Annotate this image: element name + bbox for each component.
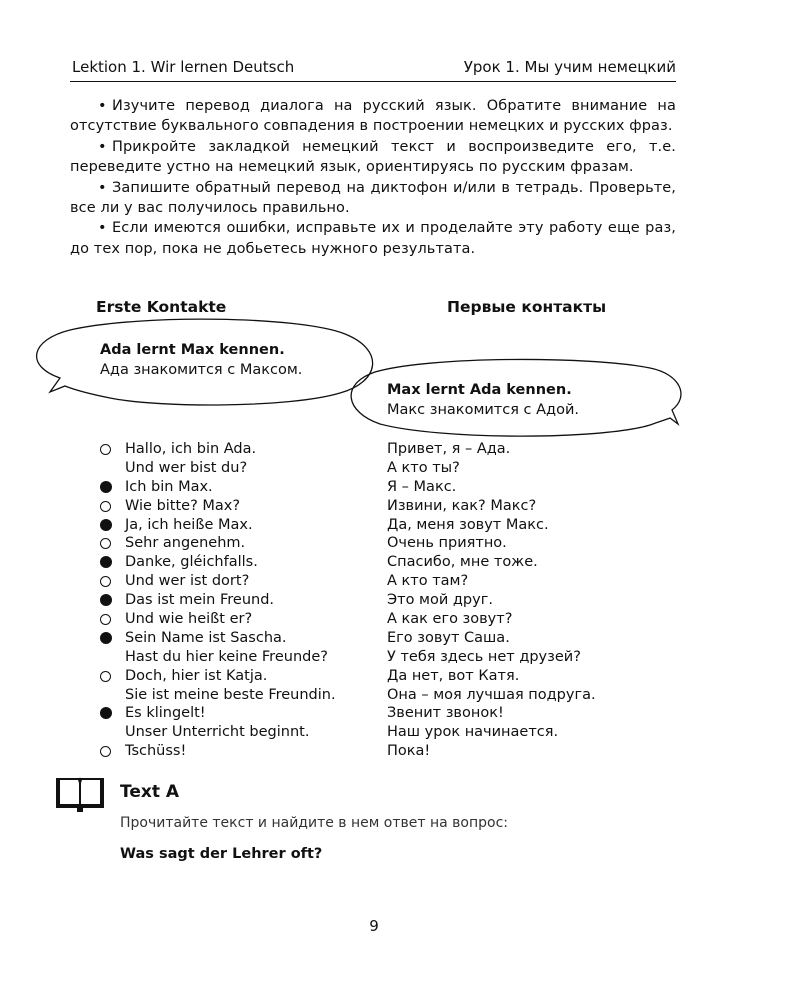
bubble-ada-german: Ada lernt Max kennen. xyxy=(100,342,285,358)
german-line: Und wie heißt er? xyxy=(125,611,253,628)
german-line: Sein Name ist Sascha. xyxy=(125,629,287,646)
german-line: Sehr angenehm. xyxy=(125,535,246,552)
german-line: Unser Unterricht beginnt. xyxy=(125,724,310,741)
german-line: Danke, gléichfalls. xyxy=(125,554,258,571)
german-line: Und wer ist dort? xyxy=(125,573,250,590)
speaker-max-marker xyxy=(100,594,112,606)
german-line: Doch, hier ist Katja. xyxy=(125,667,268,684)
dialogue-table xyxy=(100,440,700,761)
instruction-item xyxy=(70,137,676,178)
russian-line: Я – Макс. xyxy=(387,478,457,495)
section-instruction: Прочитайте текст и найдите в нем ответ на вопрос: xyxy=(120,815,508,831)
bubble-max-russian: Макс знакомится с Адой. xyxy=(387,402,579,418)
dialogue-line xyxy=(100,629,700,648)
german-line: Hast du hier keine Freunde? xyxy=(125,648,328,665)
dialogue-title-russian: Первые контакты xyxy=(447,298,607,316)
dialogue-line xyxy=(100,686,700,705)
dialogue-line xyxy=(100,572,700,591)
russian-line: А как его зовут? xyxy=(387,611,513,628)
speaker-ada-marker xyxy=(100,671,111,682)
open-book-icon xyxy=(52,772,108,814)
dialogue-line xyxy=(100,648,700,667)
bullet: • xyxy=(98,98,107,114)
speaker-ada-marker xyxy=(100,614,111,625)
russian-line: Пока! xyxy=(387,743,431,760)
header-divider xyxy=(70,81,676,82)
german-line: Das ist mein Freund. xyxy=(125,592,275,609)
instruction-item xyxy=(70,178,676,219)
dialogue-line xyxy=(100,497,700,516)
section-title: Text A xyxy=(120,782,180,802)
german-line: Sie ist meine beste Freundin. xyxy=(125,686,336,703)
russian-line: А кто ты? xyxy=(387,459,460,476)
speaker-max-marker xyxy=(100,556,112,568)
dialogue-line xyxy=(100,610,700,629)
russian-line: Привет, я – Ада. xyxy=(387,441,511,457)
running-header-right: Урок 1. Мы учим немецкий xyxy=(463,58,676,76)
bullet: • xyxy=(98,138,107,155)
german-line: Ich bin Max. xyxy=(125,478,213,495)
russian-line: Очень приятно. xyxy=(387,535,507,552)
speaker-max-marker xyxy=(100,632,112,644)
reading-question: Was sagt der Lehrer oft? xyxy=(120,846,323,862)
instruction-text: Прикройте закладкой немецкий текст и воспроизведите его, т.е. переведите устно на немецкий язык, ориентируясь по русским фразам. xyxy=(70,138,676,176)
german-line: Tschüss! xyxy=(125,743,187,760)
russian-line: Да, меня зовут Макс. xyxy=(387,516,549,533)
speaker-ada-marker xyxy=(100,538,111,549)
instruction-text: Если имеются ошибки, исправьте их и проделайте эту работу еще раз, до тех пор, пока не добьетесь нужного результата. xyxy=(70,220,676,257)
russian-line: Его зовут Саша. xyxy=(387,629,510,646)
dialogue-line xyxy=(100,440,700,459)
bubble-ada-russian: Ада знакомится с Максом. xyxy=(100,362,303,378)
dialogue-line xyxy=(100,516,700,535)
russian-line: Извини, как? Макс? xyxy=(387,497,537,514)
bubble-max-text xyxy=(387,380,579,420)
german-line: Hallo, ich bin Ada. xyxy=(125,441,257,457)
dialogue-line xyxy=(100,723,700,742)
dialogue-line xyxy=(100,459,700,478)
dialogue-line xyxy=(100,553,700,572)
speaker-max-marker xyxy=(100,707,112,719)
russian-line: Она – моя лучшая подруга. xyxy=(387,686,596,703)
dialogue-line xyxy=(100,667,700,686)
russian-line: Наш урок начинается. xyxy=(387,724,559,741)
bubble-max-german: Max lernt Ada kennen. xyxy=(387,382,572,398)
bubble-ada-text xyxy=(100,340,302,380)
speaker-max-marker xyxy=(100,481,112,493)
speaker-ada-marker xyxy=(100,501,111,512)
dialogue-line xyxy=(100,478,700,497)
german-line: Ja, ich heiße Max. xyxy=(125,516,253,533)
dialogue-line xyxy=(100,534,700,553)
instruction-text: Изучите перевод диалога на русский язык. Обратите внимание на отсутствие буквального совпадения в построении немецких и русских фраз. xyxy=(70,98,676,135)
dialogue-line xyxy=(100,742,700,761)
bullet: • xyxy=(98,179,107,196)
russian-line: Это мой друг. xyxy=(387,592,493,609)
russian-line: Да нет, вот Катя. xyxy=(387,667,520,684)
instruction-text: Запишите обратный перевод на диктофон и/или в тетрадь. Проверьте, все ли у вас получилось правильно. xyxy=(70,179,676,217)
russian-line: Звенит звонок! xyxy=(387,705,504,722)
bullet: • xyxy=(98,220,107,237)
german-line: Wie bitte? Max? xyxy=(125,497,241,514)
dialogue-line xyxy=(100,591,700,610)
russian-line: А кто там? xyxy=(387,573,469,590)
speaker-max-marker xyxy=(100,519,112,531)
german-line: Und wer bist du? xyxy=(125,459,248,476)
speaker-ada-marker xyxy=(100,576,111,587)
dialogue-title-german: Erste Kontakte xyxy=(96,298,227,316)
instruction-item xyxy=(70,218,676,259)
dialogue-line xyxy=(100,704,700,723)
german-line: Es klingelt! xyxy=(125,705,206,722)
instructions-list xyxy=(70,96,676,259)
russian-line: У тебя здесь нет друзей? xyxy=(387,648,581,665)
page-number: 9 xyxy=(369,917,379,935)
russian-line: Спасибо, мне тоже. xyxy=(387,554,538,571)
instruction-item xyxy=(70,96,676,137)
speaker-ada-marker xyxy=(100,746,111,757)
speaker-ada-marker xyxy=(100,444,111,455)
running-header-left: Lektion 1. Wir lernen Deutsch xyxy=(72,58,295,76)
